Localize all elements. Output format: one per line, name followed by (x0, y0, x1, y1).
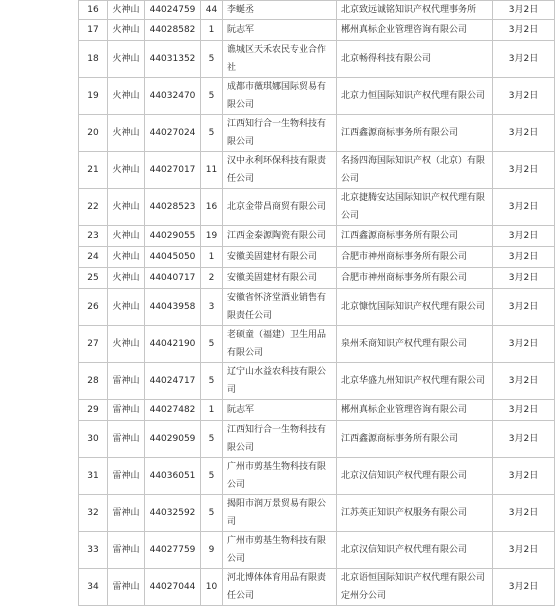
cell-count: 19 (201, 226, 223, 247)
table-row (79, 226, 555, 247)
cell-area: 火神山 (108, 326, 145, 363)
table-row (79, 289, 555, 326)
cell-applicant: 阮志军 (223, 400, 337, 421)
cell-agent: 合肥市神州商标事务所有限公司 (337, 268, 493, 289)
table-row (79, 1, 555, 20)
cell-area: 火神山 (108, 268, 145, 289)
table-row (79, 495, 555, 532)
cell-date: 3月2日 (493, 569, 555, 606)
cell-applicant: 安徽省怀济堂酒业销售有限责任公司 (223, 289, 337, 326)
cell-agent: 北京力恒国际知识产权代理有限公司 (337, 78, 493, 115)
cell-applicant: 广州市剪基生物科技有限公司 (223, 458, 337, 495)
cell-agent: 江西鑫源商标事务所有限公司 (337, 115, 493, 152)
trademark-list-document (78, 0, 555, 606)
cell-area: 火神山 (108, 152, 145, 189)
cell-number: 28 (79, 363, 108, 400)
cell-agent: 江苏英正知识产权服务有限公司 (337, 495, 493, 532)
cell-count: 1 (201, 247, 223, 268)
cell-count: 1 (201, 400, 223, 421)
cell-application-number: 44032592 (145, 495, 201, 532)
cell-date: 3月2日 (493, 400, 555, 421)
cell-application-number: 44031352 (145, 41, 201, 78)
cell-applicant: 阮志军 (223, 20, 337, 41)
cell-number: 17 (79, 20, 108, 41)
cell-area: 雷神山 (108, 421, 145, 458)
cell-date: 3月2日 (493, 41, 555, 78)
cell-applicant: 河北博体体育用品有限责任公司 (223, 569, 337, 606)
cell-number: 24 (79, 247, 108, 268)
cell-number: 25 (79, 268, 108, 289)
cell-date: 3月2日 (493, 421, 555, 458)
cell-count: 5 (201, 41, 223, 78)
cell-agent: 北京汉信知识产权代理有限公司 (337, 458, 493, 495)
table-row (79, 78, 555, 115)
cell-agent: 江西鑫源商标事务所有限公司 (337, 226, 493, 247)
trademark-table (78, 0, 555, 606)
cell-agent: 郴州真标企业管理咨询有限公司 (337, 400, 493, 421)
cell-application-number: 44024717 (145, 363, 201, 400)
cell-applicant: 汉中永利环保科技有限责任公司 (223, 152, 337, 189)
cell-count: 5 (201, 458, 223, 495)
cell-application-number: 44024759 (145, 1, 201, 20)
cell-agent: 泉州禾商知识产权代理有限公司 (337, 326, 493, 363)
cell-application-number: 44027024 (145, 115, 201, 152)
cell-count: 1 (201, 20, 223, 41)
table-row (79, 247, 555, 268)
cell-application-number: 44032470 (145, 78, 201, 115)
cell-count: 9 (201, 532, 223, 569)
cell-agent: 合肥市神州商标事务所有限公司 (337, 247, 493, 268)
cell-application-number: 44027017 (145, 152, 201, 189)
table-row (79, 41, 555, 78)
cell-area: 雷神山 (108, 458, 145, 495)
cell-area: 雷神山 (108, 569, 145, 606)
cell-count: 3 (201, 289, 223, 326)
cell-number: 32 (79, 495, 108, 532)
cell-date: 3月2日 (493, 226, 555, 247)
cell-number: 29 (79, 400, 108, 421)
cell-number: 26 (79, 289, 108, 326)
cell-area: 火神山 (108, 226, 145, 247)
table-row (79, 326, 555, 363)
cell-area: 火神山 (108, 189, 145, 226)
table-row (79, 20, 555, 41)
cell-application-number: 44042190 (145, 326, 201, 363)
cell-agent: 北京捷腾安达国际知识产权代理有限公司 (337, 189, 493, 226)
cell-applicant: 辽宁山水益农科技有限公司 (223, 363, 337, 400)
cell-count: 5 (201, 78, 223, 115)
cell-count: 5 (201, 115, 223, 152)
table-row (79, 532, 555, 569)
cell-date: 3月2日 (493, 532, 555, 569)
cell-count: 16 (201, 189, 223, 226)
cell-count: 11 (201, 152, 223, 189)
table-row (79, 268, 555, 289)
cell-count: 5 (201, 326, 223, 363)
cell-area: 火神山 (108, 78, 145, 115)
cell-application-number: 44028523 (145, 189, 201, 226)
cell-area: 雷神山 (108, 363, 145, 400)
table-row (79, 458, 555, 495)
table-row (79, 363, 555, 400)
cell-date: 3月2日 (493, 189, 555, 226)
table-row (79, 421, 555, 458)
cell-count: 2 (201, 268, 223, 289)
cell-number: 23 (79, 226, 108, 247)
cell-application-number: 44043958 (145, 289, 201, 326)
cell-date: 3月2日 (493, 78, 555, 115)
cell-number: 22 (79, 189, 108, 226)
cell-area: 火神山 (108, 20, 145, 41)
cell-agent: 北京语恒国际知识产权代理有限公司定州分公司 (337, 569, 493, 606)
cell-area: 雷神山 (108, 400, 145, 421)
cell-agent: 北京慷忱国际知识产权代理有限公司 (337, 289, 493, 326)
cell-date: 3月2日 (493, 289, 555, 326)
cell-applicant: 江西金泰源陶瓷有限公司 (223, 226, 337, 247)
cell-number: 33 (79, 532, 108, 569)
cell-agent: 北京畅得科技有限公司 (337, 41, 493, 78)
table-row (79, 569, 555, 606)
cell-count: 44 (201, 1, 223, 20)
cell-applicant: 江西知行合一生物科技有限公司 (223, 115, 337, 152)
cell-area: 火神山 (108, 1, 145, 20)
cell-number: 16 (79, 1, 108, 20)
cell-applicant: 安徽美固建材有限公司 (223, 268, 337, 289)
cell-date: 3月2日 (493, 20, 555, 41)
cell-applicant: 江西知行合一生物科技有限公司 (223, 421, 337, 458)
table-row (79, 400, 555, 421)
cell-application-number: 44027482 (145, 400, 201, 421)
cell-application-number: 44036051 (145, 458, 201, 495)
cell-applicant: 安徽美固建材有限公司 (223, 247, 337, 268)
cell-count: 5 (201, 363, 223, 400)
cell-date: 3月2日 (493, 268, 555, 289)
cell-area: 火神山 (108, 115, 145, 152)
cell-agent: 郴州真标企业管理咨询有限公司 (337, 20, 493, 41)
cell-application-number: 44027759 (145, 532, 201, 569)
cell-number: 31 (79, 458, 108, 495)
cell-number: 19 (79, 78, 108, 115)
cell-applicant: 成都市薇琪娜国际贸易有限公司 (223, 78, 337, 115)
cell-agent: 名扬四海国际知识产权（北京）有限公司 (337, 152, 493, 189)
cell-applicant: 谯城区天禾农民专业合作社 (223, 41, 337, 78)
cell-application-number: 44028582 (145, 20, 201, 41)
cell-area: 火神山 (108, 247, 145, 268)
cell-number: 34 (79, 569, 108, 606)
table-row (79, 189, 555, 226)
cell-area: 雷神山 (108, 532, 145, 569)
cell-application-number: 44029059 (145, 421, 201, 458)
cell-applicant: 老硕童（福建）卫生用品有限公司 (223, 326, 337, 363)
cell-application-number: 44029055 (145, 226, 201, 247)
cell-date: 3月2日 (493, 115, 555, 152)
cell-application-number: 44040717 (145, 268, 201, 289)
table-row (79, 152, 555, 189)
table-row (79, 115, 555, 152)
cell-applicant: 揭阳市润万景贸易有限公司 (223, 495, 337, 532)
cell-count: 10 (201, 569, 223, 606)
cell-agent: 江西鑫源商标事务所有限公司 (337, 421, 493, 458)
cell-count: 5 (201, 421, 223, 458)
cell-date: 3月2日 (493, 326, 555, 363)
cell-area: 火神山 (108, 289, 145, 326)
cell-date: 3月2日 (493, 458, 555, 495)
cell-date: 3月2日 (493, 152, 555, 189)
cell-applicant: 李蜒丞 (223, 1, 337, 20)
cell-applicant: 北京金带昌商贸有限公司 (223, 189, 337, 226)
cell-number: 30 (79, 421, 108, 458)
cell-number: 21 (79, 152, 108, 189)
cell-number: 27 (79, 326, 108, 363)
cell-agent: 北京汉信知识产权代理有限公司 (337, 532, 493, 569)
cell-area: 雷神山 (108, 495, 145, 532)
cell-date: 3月2日 (493, 247, 555, 268)
cell-area: 火神山 (108, 41, 145, 78)
cell-agent: 北京华盛九州知识产权代理有限公司 (337, 363, 493, 400)
cell-number: 20 (79, 115, 108, 152)
cell-agent: 北京致远诚铭知识产权代理事务所 (337, 1, 493, 20)
table-body (79, 1, 555, 606)
cell-application-number: 44045050 (145, 247, 201, 268)
cell-applicant: 广州市剪基生物科技有限公司 (223, 532, 337, 569)
cell-number: 18 (79, 41, 108, 78)
cell-count: 5 (201, 495, 223, 532)
cell-date: 3月2日 (493, 1, 555, 20)
cell-date: 3月2日 (493, 495, 555, 532)
cell-application-number: 44027044 (145, 569, 201, 606)
cell-date: 3月2日 (493, 363, 555, 400)
